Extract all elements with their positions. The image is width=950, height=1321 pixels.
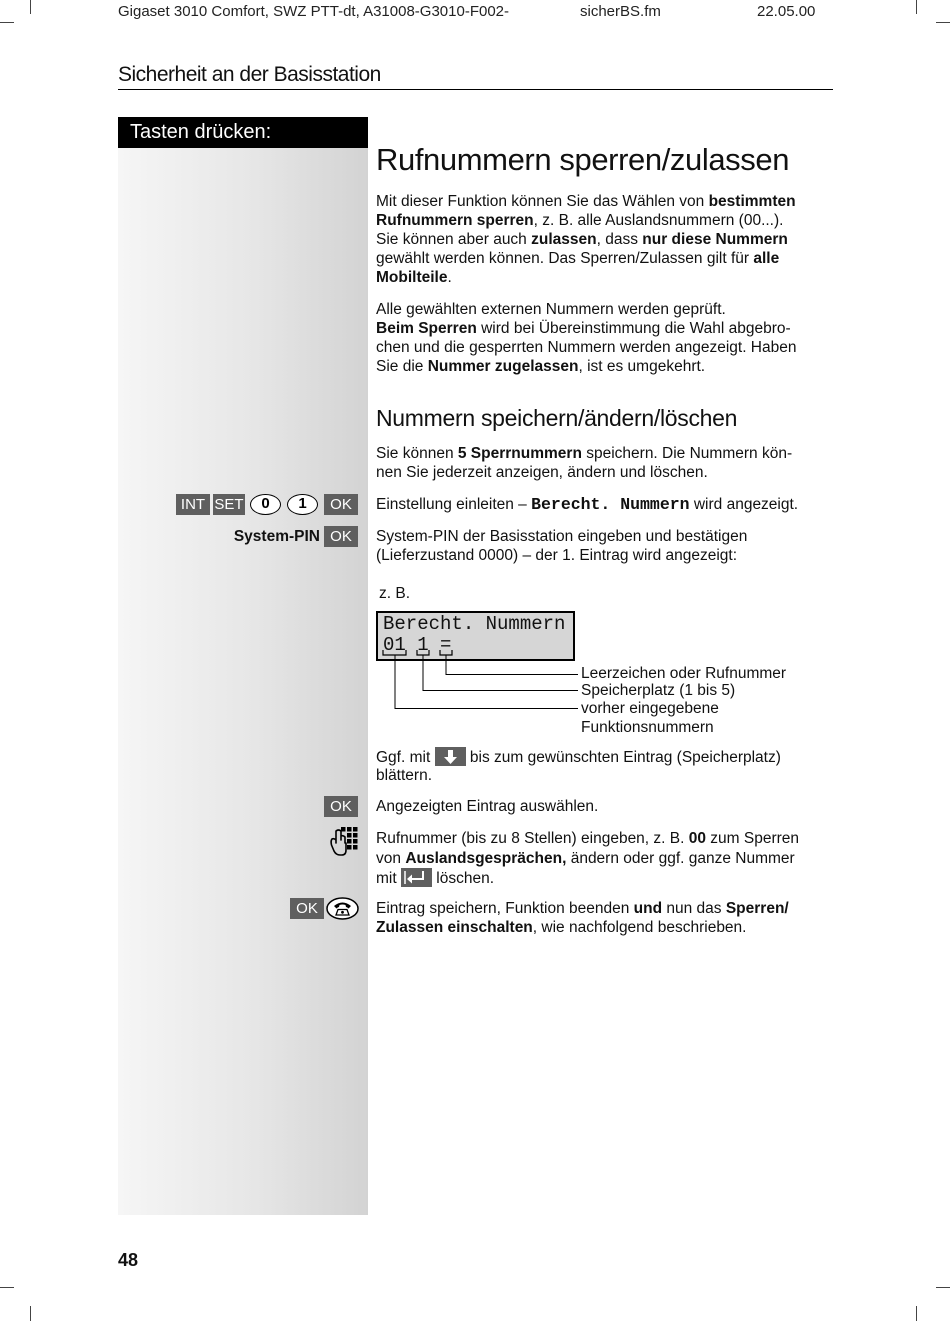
text: Sie können xyxy=(376,445,458,462)
bold-text: Rufnummern sperren xyxy=(376,212,534,229)
ok-key: OK xyxy=(324,796,358,817)
text: wird bei Übereinstimmung die Wahl abgebro- xyxy=(476,320,791,337)
backspace-icon xyxy=(401,868,432,887)
arrow-down-icon xyxy=(435,747,466,766)
bold-text: bestimmten xyxy=(708,193,796,210)
text: mit xyxy=(376,870,401,887)
crop-mark xyxy=(916,0,917,14)
step-select-text xyxy=(376,797,598,816)
text: Mit dieser Funktion können Sie das Wählen von xyxy=(376,193,709,210)
crop-mark xyxy=(936,1287,950,1288)
keys-column-panel xyxy=(118,148,368,1215)
crop-mark xyxy=(916,1306,917,1321)
bold-text: zulassen xyxy=(531,231,597,248)
text-line xyxy=(376,868,799,887)
text: nun das xyxy=(662,900,726,917)
text: ändern oder ggf. ganze Nummer xyxy=(566,849,795,867)
digit-1-key: 1 xyxy=(287,494,318,515)
handset-icon xyxy=(326,897,359,920)
handset-display xyxy=(376,611,575,661)
subsection-title: Nummern speichern/ändern/löschen xyxy=(376,405,738,431)
int-key: INT xyxy=(176,494,210,515)
crop-mark xyxy=(30,0,31,14)
callout-function-number-1: vorher eingegebene xyxy=(581,700,719,717)
text: wird angezeigt. xyxy=(689,496,799,513)
text: Sie können aber auch xyxy=(376,231,532,248)
text: bis zum gewünschten Eintrag (Speicherplatz) xyxy=(465,749,781,766)
step-browse-text xyxy=(376,747,781,785)
text-line xyxy=(376,192,796,211)
intro-paragraph-2 xyxy=(376,300,796,376)
text-line xyxy=(376,849,799,869)
text: von xyxy=(376,849,406,867)
system-pin-label: System-PIN xyxy=(233,528,320,545)
bold-text: alle xyxy=(753,250,780,267)
subsection-paragraph xyxy=(376,444,792,482)
bold-text: Mobilteile xyxy=(376,269,448,286)
callout-function-number-2: Funktionsnummern xyxy=(581,719,714,736)
ok-key: OK xyxy=(324,494,358,515)
intro-paragraph-1 xyxy=(376,192,796,287)
text: , wie nachfolgend beschrieben. xyxy=(532,919,747,936)
text-line: z. B. xyxy=(379,585,411,602)
text-line xyxy=(376,230,796,249)
section-title: Sicherheit an der Basisstation xyxy=(118,63,381,86)
step-enter-text xyxy=(376,829,799,887)
text-line xyxy=(376,338,796,357)
display-line-1: Berecht. Nummern xyxy=(383,613,566,635)
step-pin-text xyxy=(376,527,747,565)
text: Rufnummer (bis zu 8 Stellen) eingeben, z. B. xyxy=(376,830,689,847)
display-line-2: 01 1 = xyxy=(383,634,452,656)
text-line xyxy=(376,829,799,849)
text-line xyxy=(376,918,789,937)
keypad-icon xyxy=(329,826,358,856)
text: gewählt werden können. Das Sperren/Zulassen gilt für xyxy=(376,250,754,267)
ok-key: OK xyxy=(324,526,358,547)
text: löschen. xyxy=(431,870,495,887)
bold-text: nur diese Nummern xyxy=(642,231,788,248)
text: nen Sie jederzeit anzeigen, ändern und löschen. xyxy=(376,464,708,481)
crop-mark xyxy=(0,22,14,23)
set-key: SET xyxy=(214,496,244,513)
crop-mark xyxy=(0,1287,14,1288)
text: chen und die gesperrten Nummern werden angezeigt. Haben xyxy=(376,339,797,356)
text-line: Angezeigten Eintrag auswählen. xyxy=(376,798,599,815)
page-number: 48 xyxy=(118,1250,139,1270)
ok-key: OK xyxy=(290,898,324,919)
crop-mark xyxy=(936,22,950,23)
crop-mark xyxy=(30,1306,31,1321)
page-title: Rufnummern sperren/zulassen xyxy=(376,142,790,177)
text-line: (Lieferzustand 0000) – der 1. Eintrag wird angezeigt: xyxy=(376,547,738,564)
text: zum Sperren xyxy=(705,830,800,847)
keys-column-title: Tasten drücken: xyxy=(118,117,368,148)
bold-text: und xyxy=(633,900,663,917)
step-start-text xyxy=(376,495,798,514)
bold-text: Auslandsgesprächen, xyxy=(405,849,567,867)
header-doc-id: Gigaset 3010 Comfort, SWZ PTT-dt, A31008-G3010-F002- xyxy=(118,3,510,20)
text: Einstellung einleiten – xyxy=(376,496,532,513)
section-rule xyxy=(118,89,833,90)
callout-number: Leerzeichen oder Rufnummer xyxy=(581,665,787,682)
digit-0-key: 0 xyxy=(250,494,281,515)
text-line: System-PIN der Basisstation eingeben und bestätigen xyxy=(376,528,748,545)
bold-text: 00 xyxy=(688,830,706,847)
text-line xyxy=(376,300,796,319)
bold-text: Zulassen einschalten xyxy=(376,919,533,936)
step-save-text xyxy=(376,899,789,937)
bold-text: Beim Sperren xyxy=(376,320,477,337)
text-line xyxy=(376,357,796,376)
text: Ggf. mit xyxy=(376,749,435,766)
text-line xyxy=(376,444,792,463)
text-line xyxy=(376,268,796,287)
text-line xyxy=(376,495,798,514)
example-label xyxy=(379,584,410,603)
text: Sie die xyxy=(376,358,428,375)
text-line xyxy=(376,211,796,230)
text-line xyxy=(376,463,792,482)
text-line xyxy=(376,899,789,918)
bold-text: Nummer zugelassen xyxy=(427,358,579,375)
text: , z. B. alle Auslandsnummern (00...). xyxy=(533,212,784,229)
text: Alle gewählten externen Nummern werden geprüft. xyxy=(376,301,726,318)
text: Eintrag speichern, Funktion beenden xyxy=(376,900,634,917)
text: , ist es umgekehrt. xyxy=(578,358,706,375)
callout-memory-slot: Speicherplatz (1 bis 5) xyxy=(581,682,736,699)
text: , dass xyxy=(596,231,643,248)
text-line xyxy=(376,747,781,766)
bold-text: 5 Sperrnummern xyxy=(457,445,582,462)
display-text: Berecht. Nummern xyxy=(531,495,690,514)
text: speichern. Die Nummern kön- xyxy=(581,445,793,462)
bold-text: Sperren/ xyxy=(725,900,789,917)
header-date: 22.05.00 xyxy=(757,3,816,20)
callout-line-function-number xyxy=(395,655,578,709)
text: . xyxy=(447,269,452,286)
text-line xyxy=(376,249,796,268)
header-file: sicherBS.fm xyxy=(580,3,661,20)
text-line: blättern. xyxy=(376,767,433,784)
text-line xyxy=(376,319,796,338)
